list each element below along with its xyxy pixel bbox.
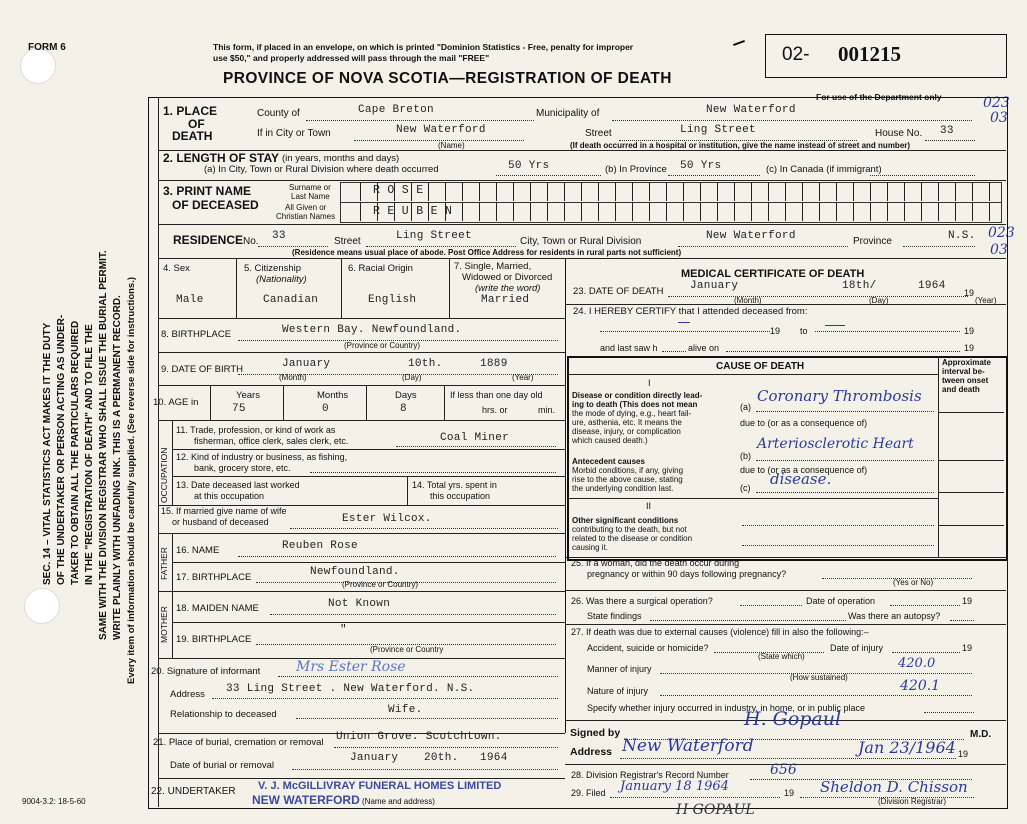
marital-value: Married [481, 294, 530, 306]
name-cell-divider [598, 182, 599, 201]
side-instructions-6: WRITE PLAINLY WITH UNFADING INK. THIS IS A PERMANENT RECORD. [112, 295, 123, 640]
name-cell-divider [683, 182, 684, 201]
name-cell-divider [462, 182, 463, 201]
occ14-line1: 14. Total yrs. spent in [412, 480, 497, 490]
mother-birthplace: " [340, 624, 347, 636]
hrs-label: hrs. or [482, 405, 508, 415]
name-cell-divider [360, 182, 361, 201]
father-name-label: 16. NAME [176, 545, 220, 556]
of-deceased-label: OF DECEASED [172, 198, 259, 212]
name-cell-divider [955, 202, 956, 221]
name-cell-divider [615, 182, 616, 201]
place-of: OF [188, 117, 205, 131]
stay-sub: (in years, months and days) [282, 153, 400, 164]
filed-19: 19 [784, 788, 795, 798]
name-cell-divider [904, 202, 905, 221]
name-cell-divider [887, 202, 888, 221]
informant-sig-label: 20. Signature of informant [151, 666, 261, 677]
undertaker-caption: (Name and address) [362, 797, 435, 806]
name-cell-divider [785, 202, 786, 221]
dob-year-caption: (Year) [512, 373, 534, 382]
undertaker-stamp-line2: NEW WATERFORD [252, 793, 360, 807]
q28-label: 28. Division Registrar's Record Number [571, 770, 729, 780]
marital-label-3: (write the word) [475, 283, 541, 294]
medical-title: MEDICAL CERTIFICATE OF DEATH [681, 268, 865, 280]
undertaker-label: 22. UNDERTAKER [151, 786, 236, 797]
occ14-line2: this occupation [430, 491, 491, 501]
name-cell-divider [938, 202, 939, 221]
dept-use-label: For use of the Department only [816, 92, 942, 102]
burial-place-label: 21. Place of burial, cremation or removal [153, 737, 324, 748]
citizenship-label: 5. Citizenship [244, 263, 302, 274]
name-cell-divider [938, 182, 939, 201]
name-cell-divider [649, 202, 650, 221]
ante-2: Morbid conditions, if any, giving [572, 466, 684, 475]
side-instructions-2: OF THE UNDERTAKER OR PERSON ACTING AS UNDER- [56, 314, 67, 585]
race-value: English [368, 294, 417, 306]
dod-month-caption: (Month) [734, 296, 762, 305]
occ11-line2: fisherman, office clerk, sales clerk, etc. [194, 436, 349, 446]
name-cell-divider [496, 202, 497, 221]
hospital-note: (If death occurred in a hospital or institution, give the name instead of street and number) [570, 141, 911, 150]
dept-code-3: 023 [988, 225, 1015, 241]
informant-address: 33 Ling Street . New Waterford. N.S. [226, 683, 475, 695]
physician-address-date: Jan 23/1964 [858, 738, 956, 757]
punch-hole-top [20, 48, 56, 84]
disease-4: ure, asthenia, etc. It means the [572, 418, 682, 427]
residence-no-label: No. [243, 236, 259, 247]
days-label: Days [395, 390, 417, 401]
name-cell-divider [683, 202, 684, 221]
occ11-line1: 11. Trade, profession, or kind of work as [176, 425, 336, 435]
spouse-label-1: 15. If married give name of wife [161, 506, 287, 516]
mail-notice-2: use $50," and properly addressed will pass through the mail "FREE" [213, 53, 490, 63]
ante-4: the underlying condition last. [572, 484, 674, 493]
citizenship-sub: (Nationality) [256, 274, 307, 285]
name-cell-divider [989, 182, 990, 201]
form-number: FORM 6 [28, 42, 66, 53]
name-cell-divider [921, 182, 922, 201]
record-number: 656 [770, 762, 797, 778]
form-title: PROVINCE OF NOVA SCOTIA—REGISTRATION OF DEATH [223, 70, 672, 87]
city-label: If in City or Town [257, 128, 331, 139]
residence-note: (Residence means usual place of abode. Post Office Address for residents in rural parts not sufficient) [292, 248, 682, 257]
residence-province-label: Province [853, 236, 892, 247]
side-instructions-7: Every item of information should be carefully supplied. (See reverse side for instructions.) [126, 276, 137, 684]
part-two: II [646, 501, 652, 511]
other-4: causing it. [572, 543, 609, 552]
residence-province: N.S. [948, 230, 976, 242]
name-cell-divider [700, 202, 701, 221]
due-to-1: due to (or as a consequence of) [740, 418, 868, 428]
name-cell-divider [496, 182, 497, 201]
dod-year: 1964 [918, 280, 946, 292]
side-instructions-1: SEC. 14 – VITAL STATISTICS ACT MAKES IT THE DUTY [42, 322, 53, 585]
certify-19-a: 19 [770, 326, 781, 336]
q26-label: 26. Was there a surgical operation? [571, 596, 713, 606]
approx-1: Approximate [942, 358, 991, 367]
stay-a-value: 50 Yrs [508, 160, 550, 172]
mother-bp-caption: (Province or Country [370, 645, 444, 654]
city-value: New Waterford [396, 124, 486, 136]
last-saw-label: and last saw h [600, 343, 658, 353]
filed-date: January 18 1964 [620, 779, 729, 794]
name-cell-divider [530, 182, 531, 201]
icd-code-1: 420.0 [898, 656, 936, 671]
cause-b-value: Arteriosclerotic Heart [757, 436, 914, 452]
name-cell-divider [615, 202, 616, 221]
date-op-19: 19 [962, 596, 973, 606]
undertaker-stamp-line1: V. J. McGILLIVRAY FUNERAL HOMES LIMITED [258, 780, 502, 792]
dob-day-caption: (Day) [402, 373, 422, 382]
cause-a-label: (a) [740, 402, 751, 412]
name-cell-divider [734, 182, 735, 201]
signed-by-label: Signed by [570, 727, 621, 739]
registration-number: 001215 [838, 42, 901, 66]
surname-label-1: Surname or [289, 183, 331, 192]
name-cell-divider [751, 182, 752, 201]
dod-label: 23. DATE OF DEATH [573, 286, 664, 297]
form-code: 9004-3.2: 18-5-60 [22, 797, 86, 806]
marital-label-2: Widowed or Divorced [462, 272, 553, 283]
dob-day: 10th. [408, 358, 443, 370]
name-cell-divider [445, 182, 446, 201]
certify-to: to [800, 326, 808, 336]
municipality-value: New Waterford [706, 104, 796, 116]
stay-a-label: (a) In City, Town or Rural Division where death occurred [204, 164, 439, 175]
stay-b-value: 50 Yrs [680, 160, 722, 172]
county-label: County of [257, 108, 300, 119]
name-cell-divider [870, 202, 871, 221]
municipality-label: Municipality of [536, 108, 600, 119]
occ13-line1: 13. Date deceased last worked [176, 480, 300, 490]
dod-day: 18th/ [842, 280, 877, 292]
yes-no-caption: (Yes or No) [893, 578, 934, 587]
name-cell-divider [836, 202, 837, 221]
approx-4: and death [942, 385, 980, 394]
given-value: REUBEN [373, 205, 460, 218]
name-cell-divider [564, 202, 565, 221]
name-cell-divider [819, 202, 820, 221]
name-cell-divider [462, 202, 463, 221]
disease-5: disease, injury, or complication [572, 427, 681, 436]
name-cell-divider [598, 202, 599, 221]
registrar-caption: (Division Registrar) [878, 797, 947, 806]
ante-1: Antecedent causes [572, 457, 645, 466]
md-label: M.D. [970, 729, 992, 740]
registrar-signature: Sheldon D. Chisson [820, 778, 968, 796]
disease-1: Disease or condition directly lead- [572, 391, 703, 400]
name-cell-divider [479, 202, 480, 221]
date-injury-label: Date of injury [830, 643, 884, 653]
part-one: I [648, 378, 651, 388]
name-cell-divider [513, 202, 514, 221]
other-3: related to the disease or condition [572, 534, 693, 543]
surname-label-2: Last Name [291, 192, 330, 201]
date-injury-19: 19 [962, 643, 973, 653]
alive-on-label: alive on [688, 343, 720, 353]
name-cell-divider [921, 202, 922, 221]
father-name: Reuben Rose [282, 540, 358, 552]
certify-label: 24. I HEREBY CERTIFY that I attended deceased from: [573, 306, 808, 317]
house-value: 33 [940, 125, 954, 137]
spouse-label-2: or husband of deceased [172, 517, 269, 527]
birthplace-label: 8. BIRTHPLACE [161, 329, 232, 340]
ante-3: rise to the above cause, stating [572, 475, 683, 484]
burial-place: Union Grove. Scotchtown. [336, 731, 502, 743]
manner-label: Manner of injury [587, 664, 652, 674]
stay-b-label: (b) In Province [605, 164, 667, 175]
mother-birthplace-label: 19. BIRTHPLACE [176, 634, 252, 645]
street-value: Ling Street [680, 124, 756, 136]
birthplace-value: Western Bay. Newfoundland. [282, 324, 462, 336]
other-2: contributing to the death, but not [572, 525, 687, 534]
name-cell-divider [547, 202, 548, 221]
father-birthplace: Newfoundland. [310, 566, 400, 578]
spouse-value: Ester Wilcox. [342, 513, 432, 525]
name-cell-divider [972, 182, 973, 201]
months-label: Months [317, 390, 349, 401]
burial-year: 1964 [480, 752, 508, 764]
punch-hole-bottom [24, 588, 60, 624]
residence-city: New Waterford [706, 230, 796, 242]
name-cell-divider [666, 202, 667, 221]
dod-year-caption: (Year) [975, 296, 997, 305]
name-cell-divider [819, 182, 820, 201]
years-label: Years [236, 390, 260, 401]
q27-label: 27. If death was due to external causes (violence) fill in also the following:– [571, 627, 869, 637]
q25-line2: pregnancy or within 90 days following pregnancy? [587, 569, 787, 579]
place-death: DEATH [172, 129, 213, 143]
name-cell-divider [360, 202, 361, 221]
other-1: Other significant conditions [572, 516, 679, 525]
dob-month-caption: (Month) [279, 373, 307, 382]
name-cell-divider [479, 182, 480, 201]
disease-2: ing to death (This does not mean [572, 400, 698, 409]
house-label: House No. [875, 128, 923, 139]
dod-day-caption: (Day) [869, 296, 889, 305]
name-cell-divider [802, 202, 803, 221]
occ12-line1: 12. Kind of industry or business, as fishing, [176, 452, 348, 462]
nature-label: Nature of injury [587, 686, 649, 696]
certify-19-b: 19 [964, 326, 975, 336]
occupation-value: Coal Miner [440, 432, 510, 444]
dob-label: 9. DATE OF BIRTH [161, 364, 243, 375]
stay-c-label: (c) In Canada (if immigrant) [766, 164, 882, 175]
surname-boxes [340, 182, 1002, 203]
age-label: 10. AGE in [153, 397, 199, 408]
age-months: 0 [322, 403, 329, 415]
dod-19: 19 [964, 288, 975, 298]
registration-number-box [765, 34, 1007, 78]
name-cell-divider [853, 202, 854, 221]
address-19: 19 [958, 749, 969, 759]
residence-no: 33 [272, 230, 286, 242]
due-to-2: due to (or as a consequence of) [740, 465, 868, 475]
approx-2: interval be- [942, 367, 985, 376]
name-caption: (Name) [438, 141, 465, 150]
name-cell-divider [768, 182, 769, 201]
street-label: Street [585, 128, 612, 139]
age-years: 75 [232, 403, 246, 415]
name-cell-divider [972, 202, 973, 221]
cause-b-label: (b) [740, 451, 751, 461]
print-name-label: 3. PRINT NAME [163, 184, 252, 198]
name-cell-divider [887, 182, 888, 201]
dept-code-4: 03 [990, 242, 1008, 258]
name-cell-divider [989, 202, 990, 221]
bottom-handwriting: H GOPAUL [676, 802, 755, 818]
mother-name: Not Known [328, 598, 391, 610]
side-instructions-3: TAKER TO OBTAIN ALL THE PARTICULARS REQUIRED [70, 320, 81, 585]
disease-3: the mode of dying, e.g., heart fail- [572, 409, 692, 418]
sex-label: 4. Sex [163, 263, 190, 274]
relationship-label: Relationship to deceased [170, 709, 277, 720]
dob-year: 1889 [480, 358, 508, 370]
surname-value: ROSE [373, 184, 431, 197]
name-cell-divider [513, 182, 514, 201]
name-cell-divider [768, 202, 769, 221]
dept-code-1: 023 [983, 95, 1010, 111]
age-days: 8 [400, 403, 407, 415]
residence-city-label: City, Town or Rural Division [520, 236, 642, 247]
name-cell-divider [955, 182, 956, 201]
side-instructions-5: SAME WITH THE DIVISION REGISTRAR WHO SHALL ISSUE THE BURIAL PERMIT. [98, 250, 109, 640]
burial-date-label: Date of burial or removal [170, 760, 275, 771]
name-cell-divider [632, 202, 633, 221]
name-cell-divider [836, 182, 837, 201]
cause-c-label: (c) [740, 483, 751, 493]
father-side-label: FATHER [159, 547, 169, 580]
registration-prefix: 02- [782, 44, 810, 65]
race-label: 6. Racial Origin [348, 263, 413, 274]
autopsy-label: Was there an autopsy? [848, 611, 941, 621]
name-cell-divider [547, 182, 548, 201]
residence-label: RESIDENCE [173, 233, 244, 247]
name-cell-divider [717, 182, 718, 201]
accident-label: Accident, suicide or homicide? [587, 643, 709, 653]
mother-side-label: MOTHER [159, 606, 169, 643]
name-cell-divider [734, 202, 735, 221]
q29-label: 29. Filed [571, 788, 606, 798]
name-cell-divider [581, 202, 582, 221]
residence-street: Ling Street [396, 230, 472, 242]
icd-code-2: 420.1 [900, 678, 941, 694]
name-cell-divider [581, 182, 582, 201]
county-value: Cape Breton [358, 104, 434, 116]
place-label: 1. PLACE [163, 104, 218, 118]
name-cell-divider [802, 182, 803, 201]
specify-label: Specify whether injury occurred in industry, in home, or in public place [587, 703, 865, 713]
father-birthplace-label: 17. BIRTHPLACE [176, 572, 252, 583]
how-sustained-caption: (How sustained) [790, 673, 848, 682]
occ13-line2: at this occupation [194, 491, 265, 501]
last-saw-19: 19 [964, 343, 975, 353]
stay-label: 2. LENGTH OF STAY [163, 151, 280, 165]
name-cell-divider [700, 182, 701, 201]
side-instructions-4: IN THE "REGISTRATION OF DEATH" AND TO FILE THE [84, 324, 95, 585]
state-which-caption: (State which) [758, 652, 805, 661]
occ12-line2: bank, grocery store, etc. [194, 463, 291, 473]
dept-code-2: 03 [990, 110, 1008, 126]
approx-3: tween onset [942, 376, 989, 385]
physician-address: New Waterford [622, 736, 754, 756]
name-cell-divider [785, 182, 786, 201]
q25-line1: 25. If a woman, did the death occur during [571, 558, 740, 568]
given-label-2: Christian Names [276, 212, 336, 221]
name-cell-divider [649, 182, 650, 201]
citizenship-value: Canadian [263, 294, 319, 306]
min-label: min. [538, 405, 556, 415]
father-bp-caption: (Province or Country) [342, 580, 419, 589]
occupation-side-label: OCCUPATION [159, 447, 169, 503]
marital-label-1: 7. Single, Married, [454, 261, 532, 272]
burial-month: January [350, 752, 399, 764]
name-cell-divider [853, 182, 854, 201]
name-cell-divider [717, 202, 718, 221]
burial-day: 20th. [424, 752, 459, 764]
less-than-day-label: If less than one day old [450, 390, 543, 400]
given-label-1: All Given or [285, 203, 327, 212]
informant-address-label: Address [170, 689, 205, 700]
name-cell-divider [666, 182, 667, 201]
informant-signature: Mrs Ester Rose [296, 659, 406, 675]
relationship-value: Wife. [388, 704, 423, 716]
sex-value: Male [176, 294, 204, 306]
name-cell-divider [564, 182, 565, 201]
address-label: Address [570, 746, 613, 758]
dob-month: January [282, 358, 331, 370]
physician-signature: H. Gopaul [744, 708, 842, 730]
cause-a-value: Coronary Thrombosis [757, 387, 922, 405]
name-cell-divider [904, 182, 905, 201]
mother-name-label: 18. MAIDEN NAME [176, 603, 259, 614]
dod-month: January [690, 280, 739, 292]
cause-c-value: disease. [770, 470, 832, 488]
birthplace-caption: (Province or Country) [344, 341, 421, 350]
state-findings-label: State findings [587, 611, 642, 621]
residence-street-label: Street [334, 236, 361, 247]
mail-notice-1: This form, if placed in an envelope, on which is printed "Dominion Statistics - Free, penalty for improper [213, 42, 634, 52]
name-cell-divider [632, 182, 633, 201]
name-cell-divider [751, 202, 752, 221]
cause-of-death-title: CAUSE OF DEATH [716, 361, 805, 372]
disease-6: which caused death.) [572, 436, 648, 445]
name-cell-divider [530, 202, 531, 221]
name-cell-divider [870, 182, 871, 201]
date-operation-label: Date of operation [806, 596, 876, 606]
